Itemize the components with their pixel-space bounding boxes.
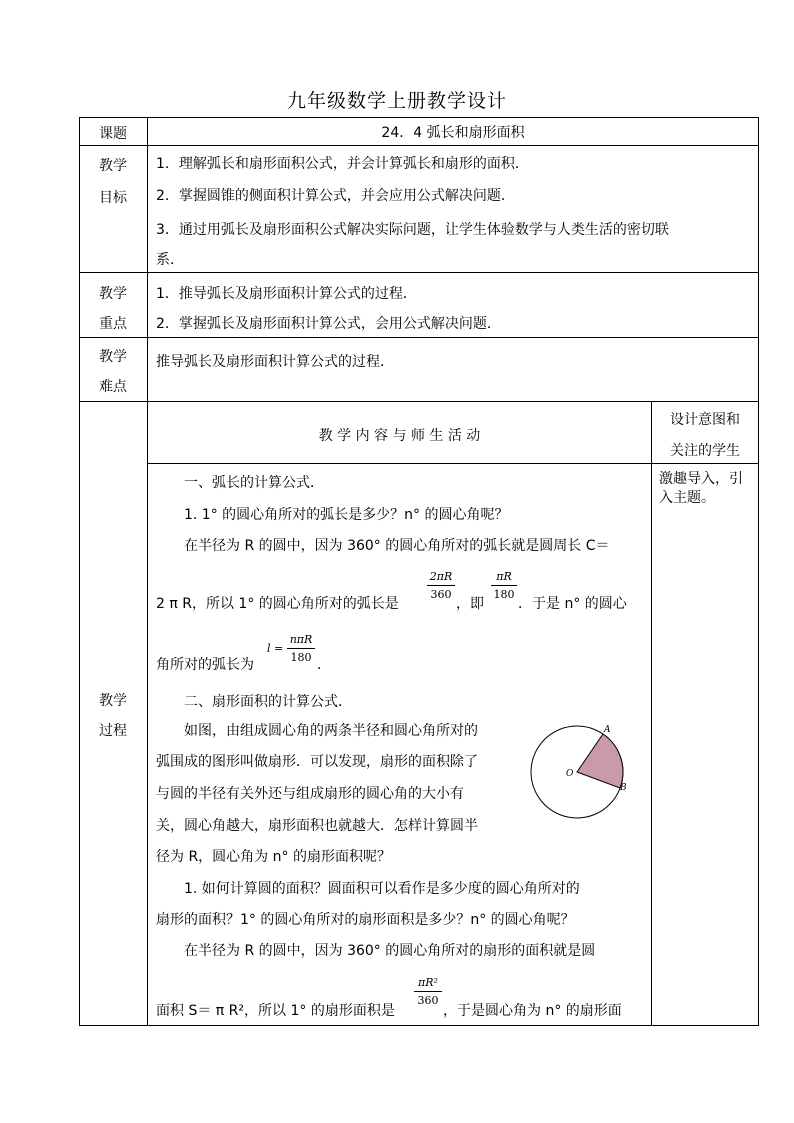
point-o-label: O <box>566 769 574 779</box>
paragraph-3-line2-b: ，于是圆心角为 n° 的扇形面 <box>443 1003 622 1019</box>
fraction-bar <box>491 585 517 586</box>
question-2-line1: 1. 如何计算圆的面积？圆面积可以看作是多少度的圆心角所对的 <box>184 881 580 897</box>
fraction-denominator: 180 <box>493 588 515 601</box>
question-2-line2: 扇形的面积？1° 的圆心角所对的扇形面积是多少？n° 的圆心角呢？ <box>156 912 575 928</box>
paragraph-2-line: 如图，由组成圆心角的两条半径和圆心角所对的 <box>184 723 478 739</box>
fraction-denominator: 180 <box>290 651 312 664</box>
key-point-item: 2．掌握弧长及扇形面积计算公式，会用公式解决问题． <box>156 316 501 332</box>
paragraph-2-line: 径为 R，圆心角为 n° 的扇形面积呢？ <box>156 849 391 865</box>
point-b-label: B <box>620 783 627 793</box>
paragraph-1-line3-a: 角所对的弧长为 <box>156 657 254 673</box>
key-points-label-line1: 教学 <box>99 286 127 302</box>
key-points-label-line2: 重点 <box>99 316 127 332</box>
objective-item: 2．掌握圆锥的侧面积计算公式，并会应用公式解决问题． <box>156 188 515 204</box>
paragraph-3-line1: 在半径为 R 的圆中，因为 360° 的圆心角所对的扇形的面积就是圆 <box>184 943 596 959</box>
topic-value: 24．4 弧长和扇形面积 <box>381 125 525 141</box>
paragraph-2-line: 与圆的半径有关外还与组成扇形的圆心角的大小有 <box>156 786 464 802</box>
objective-item: 1．理解弧长和扇形面积公式，并会计算弧长和扇形的面积． <box>156 156 529 172</box>
process-header-side-line1: 设计意图和 <box>670 412 740 428</box>
objectives-label-line2: 目标 <box>99 190 127 206</box>
topic-label: 课题 <box>99 126 127 142</box>
paragraph-3-line2-a: 面积 S＝ π R²，所以 1° 的扇形面积是 <box>156 1003 395 1019</box>
objective-item: 3．通过用弧长及扇形面积公式解决实际问题，让学生体验数学与人类生活的密切联 <box>156 222 669 238</box>
point-a-label: A <box>604 725 611 735</box>
fraction-denominator: 360 <box>417 994 439 1007</box>
key-point-item: 1．推导弧长及扇形面积计算公式的过程． <box>156 286 417 302</box>
sector-figure <box>524 720 634 825</box>
fraction-numerator: nπR <box>289 633 313 646</box>
side-note-line1: 激趣导入，引 <box>659 471 743 487</box>
fraction-bar <box>427 585 455 586</box>
document-title: 九年级数学上册教学设计 <box>286 90 507 112</box>
difficulties-label-line2: 难点 <box>99 379 127 395</box>
side-note-line2: 入主题。 <box>659 490 715 506</box>
process-label-line1: 教学 <box>99 693 127 709</box>
difficulties-label-line1: 教学 <box>99 349 127 365</box>
fraction-numerator: πR² <box>418 976 438 989</box>
process-label-line2: 过程 <box>99 723 127 739</box>
fraction-denominator: 360 <box>430 588 452 601</box>
fraction-npiR-180 <box>287 633 315 664</box>
fraction-numerator: 2πR <box>429 570 453 583</box>
paragraph-1-line2-a: 2 π R，所以 1° 的圆心角所对的弧长是 <box>156 596 399 612</box>
paragraph-1-line1: 在半径为 R 的圆中，因为 360° 的圆心角所对的弧长就是圆周长 C＝ <box>184 538 610 554</box>
arc-length-lhs: l = <box>267 642 284 655</box>
fraction-piR2-360 <box>414 976 442 1007</box>
objective-item: 系． <box>156 252 184 268</box>
fraction-bar <box>287 648 315 649</box>
fraction-numerator: πR <box>496 570 512 583</box>
paragraph-2-line: 弧围成的图形叫做扇形．可以发现，扇形的面积除了 <box>156 754 478 770</box>
paragraph-1-line3-b: ． <box>317 657 331 673</box>
difficulties-value: 推导弧长及扇形面积计算公式的过程． <box>156 354 394 370</box>
question-1: 1. 1° 的圆心角所对的弧长是多少？n° 的圆心角呢？ <box>184 507 509 523</box>
objectives-label-line1: 教学 <box>99 158 127 174</box>
paragraph-1-line2-b: ，即 <box>456 596 484 612</box>
process-header-main: 教 学 内 容 与 师 生 活 动 <box>318 428 481 444</box>
fraction-2piR-360 <box>427 570 455 601</box>
section1-title: 一、弧长的计算公式． <box>184 475 324 491</box>
paragraph-1-line2-c: ．于是 n° 的圆心 <box>518 596 627 612</box>
process-header-side-line2: 关注的学生 <box>670 443 740 459</box>
fraction-bar <box>414 991 442 992</box>
fraction-piR-180 <box>491 570 517 601</box>
paragraph-2-line: 关，圆心角越大，扇形面积也就越大．怎样计算圆半 <box>156 818 478 834</box>
section2-title: 二、扇形面积的计算公式． <box>184 694 352 710</box>
